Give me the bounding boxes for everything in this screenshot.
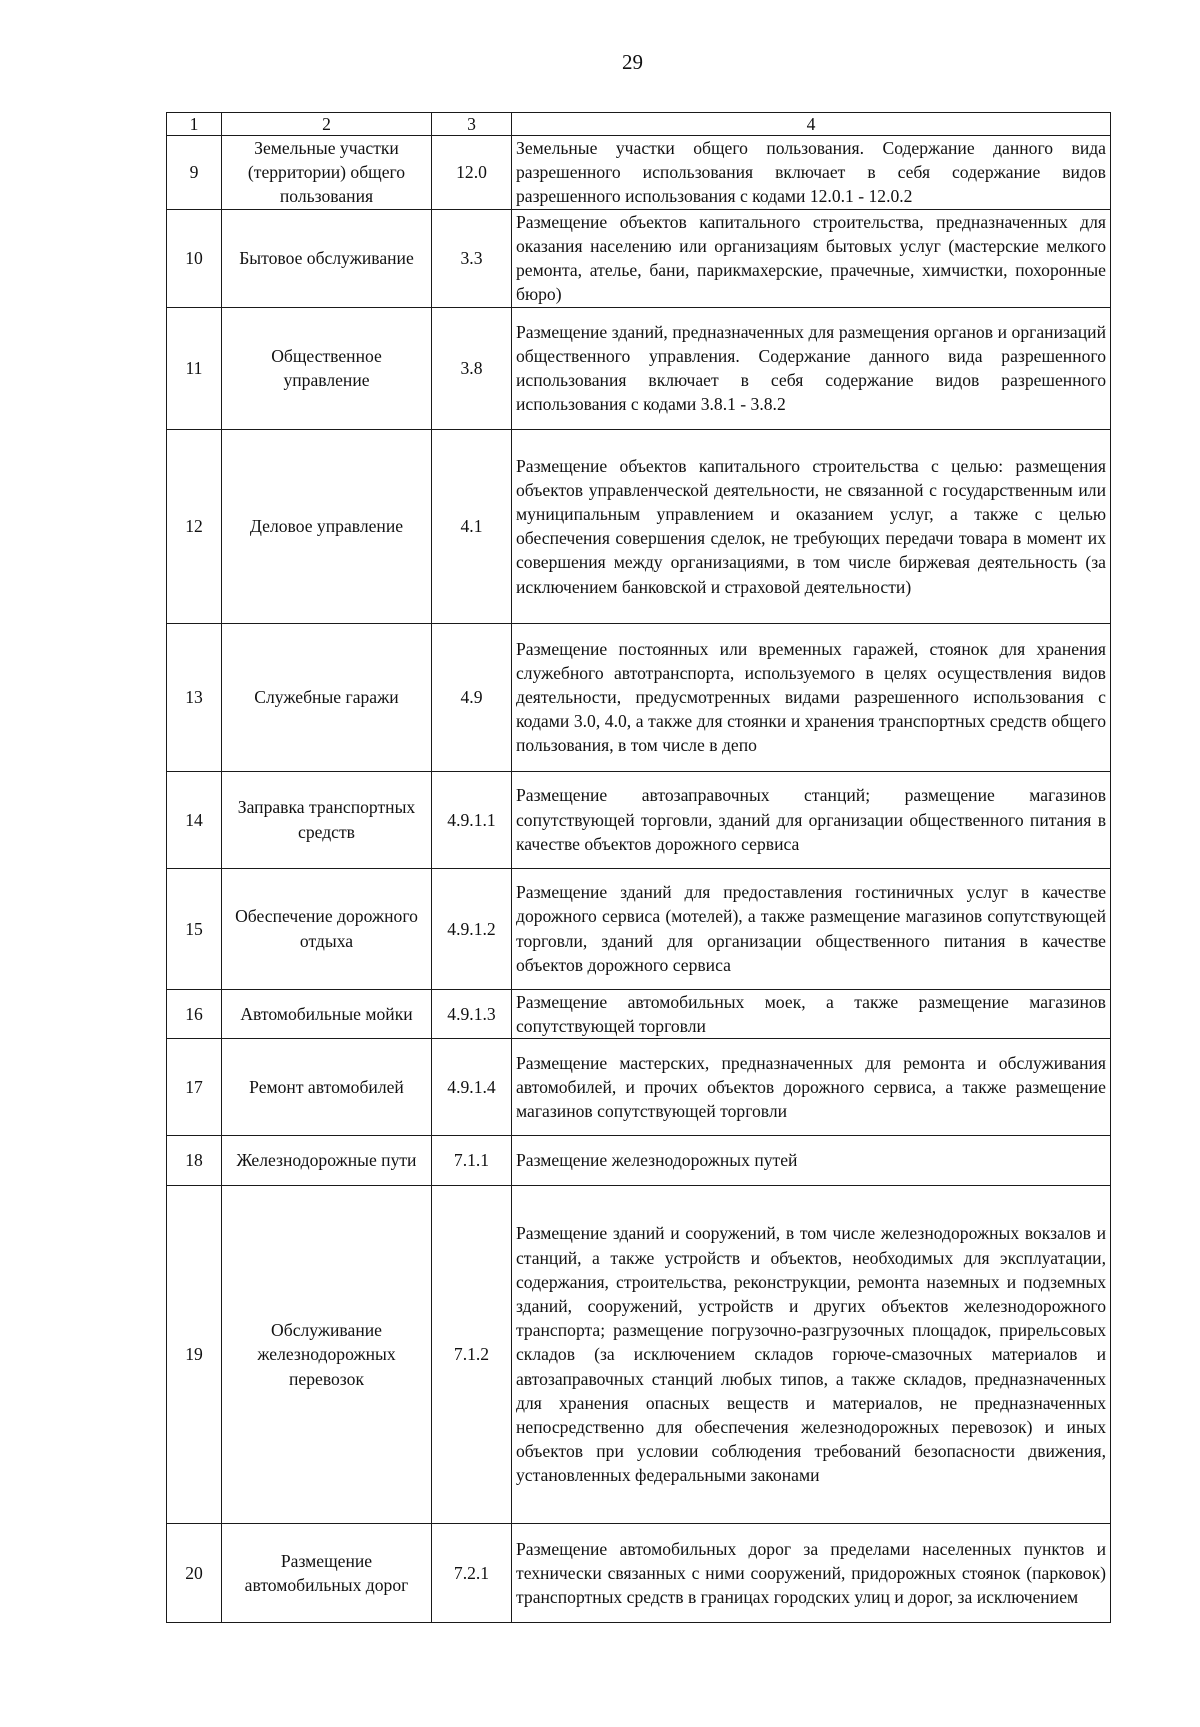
use-type-description: Размещение зданий и сооружений, в том числе железнодорожных вокзалов и станций, а также устройств и объектов, необходимых для эксплуатации, содержания, строительства, реконструкции, ремонта наземных и подземных зданий, сооружений, устройств и других объектов железнодорожного транспорта; размещение погрузочно-разгрузочных площадок, прирельсовых складов (за исключением складов горюче-смазочных материалов и автозаправочных станций любых типов, а также складов, предназначенных для хранения опасных веществ и материалов, не предназначенных непосредственно для обеспечения железнодорожных перевозок) и иных объектов при условии соблюдения требований безопасности движения, установленных федеральными законами: [512, 1186, 1111, 1524]
use-type-name: Автомобильные мойки: [222, 989, 432, 1038]
use-type-code: 4.1: [432, 429, 512, 623]
use-type-name: Обеспечение дорожного отдыха: [222, 868, 432, 989]
row-number: 16: [167, 989, 222, 1038]
table-row: [167, 1136, 1111, 1186]
table-row: [167, 1039, 1111, 1136]
use-type-code: 3.3: [432, 209, 512, 307]
use-type-name: Заправка транспортных средств: [222, 771, 432, 868]
use-type-code: 4.9.1.2: [432, 868, 512, 989]
row-number: 19: [167, 1186, 222, 1524]
use-type-name: Обслуживание железнодорожных перевозок: [222, 1186, 432, 1524]
use-type-description: Размещение зданий для предоставления гостиничных услуг в качестве дорожного сервиса (мотелей), а также размещение магазинов сопутствующей торговли, зданий для организации общественного питания в качестве объектов дорожного сервиса: [512, 868, 1111, 989]
use-type-code: 12.0: [432, 136, 512, 210]
row-number: 10: [167, 209, 222, 307]
column-number-1: 1: [167, 113, 222, 136]
use-type-code: 7.1.1: [432, 1136, 512, 1186]
page-number: 29: [622, 50, 643, 74]
column-number-3: 3: [432, 113, 512, 136]
row-number: 12: [167, 429, 222, 623]
table-row: [167, 1524, 1111, 1623]
use-type-description: Размещение постоянных или временных гаражей, стоянок для хранения служебного автотранспорта, используемого в целях осуществления видов деятельности, предусмотренных видами разрешенного использования с кодами 3.0, 4.0, а также для стоянки и хранения транспортных средств общего пользования, в том числе в депо: [512, 623, 1111, 771]
use-type-name: Служебные гаражи: [222, 623, 432, 771]
table-header-row: [167, 113, 1111, 136]
use-type-description: Размещение автомобильных моек, а также размещение магазинов сопутствующей торговли: [512, 989, 1111, 1038]
use-type-name: Железнодорожные пути: [222, 1136, 432, 1186]
row-number: 18: [167, 1136, 222, 1186]
column-number-2: 2: [222, 113, 432, 136]
row-number: 11: [167, 307, 222, 429]
use-type-description: Размещение мастерских, предназначенных для ремонта и обслуживания автомобилей, и прочих объектов дорожного сервиса, а также размещение магазинов сопутствующей торговли: [512, 1039, 1111, 1136]
use-type-code: 4.9.1.3: [432, 989, 512, 1038]
use-type-description: Размещение объектов капитального строительства с целью: размещения объектов управленческой деятельности, не связанной с государственным или муниципальным управлением и оказанием услуг, а также с целью обеспечения совершения сделок, не требующих передачи товара в момент их совершения между организациями, в том числе биржевая деятельность (за исключением банковской и страховой деятельности): [512, 429, 1111, 623]
use-type-name: Размещение автомобильных дорог: [222, 1524, 432, 1623]
use-type-description: Размещение зданий, предназначенных для размещения органов и организаций общественного управления. Содержание данного вида разрешенного использования включает в себя содержание видов разрешенного использования с кодами 3.8.1 - 3.8.2: [512, 307, 1111, 429]
table-row: [167, 868, 1111, 989]
row-number: 17: [167, 1039, 222, 1136]
use-type-description: Размещение железнодорожных путей: [512, 1136, 1111, 1186]
use-type-code: 4.9.1.4: [432, 1039, 512, 1136]
use-type-name: Земельные участки (территории) общего пользования: [222, 136, 432, 210]
land-use-table: [166, 112, 1111, 1623]
row-number: 14: [167, 771, 222, 868]
use-type-code: 4.9.1.1: [432, 771, 512, 868]
row-number: 9: [167, 136, 222, 210]
table-row: [167, 429, 1111, 623]
row-number: 20: [167, 1524, 222, 1623]
use-type-description: Размещение объектов капитального строительства, предназначенных для оказания населению или организациям бытовых услуг (мастерские мелкого ремонта, ателье, бани, парикмахерские, прачечные, химчистки, похоронные бюро): [512, 209, 1111, 307]
use-type-code: 7.2.1: [432, 1524, 512, 1623]
row-number: 13: [167, 623, 222, 771]
use-type-name: Общественное управление: [222, 307, 432, 429]
use-type-code: 4.9: [432, 623, 512, 771]
column-number-4: 4: [512, 113, 1111, 136]
table-row: [167, 136, 1111, 210]
use-type-description: Размещение автомобильных дорог за пределами населенных пунктов и технически связанных с ними сооружений, придорожных стоянок (парковок) транспортных средств в границах городских улиц и дорог, за исключением: [512, 1524, 1111, 1623]
table-row: [167, 989, 1111, 1038]
use-type-code: 7.1.2: [432, 1186, 512, 1524]
row-number: 15: [167, 868, 222, 989]
use-type-name: Бытовое обслуживание: [222, 209, 432, 307]
use-type-code: 3.8: [432, 307, 512, 429]
table-row: [167, 1186, 1111, 1524]
use-type-description: Размещение автозаправочных станций; размещение магазинов сопутствующей торговли, зданий для организации общественного питания в качестве объектов дорожного сервиса: [512, 771, 1111, 868]
table-row: [167, 771, 1111, 868]
table-row: [167, 307, 1111, 429]
use-type-description: Земельные участки общего пользования. Содержание данного вида разрешенного использования включает в себя содержание видов разрешенного использования с кодами 12.0.1 - 12.0.2: [512, 136, 1111, 210]
use-type-name: Деловое управление: [222, 429, 432, 623]
table-row: [167, 209, 1111, 307]
use-type-name: Ремонт автомобилей: [222, 1039, 432, 1136]
table-row: [167, 623, 1111, 771]
